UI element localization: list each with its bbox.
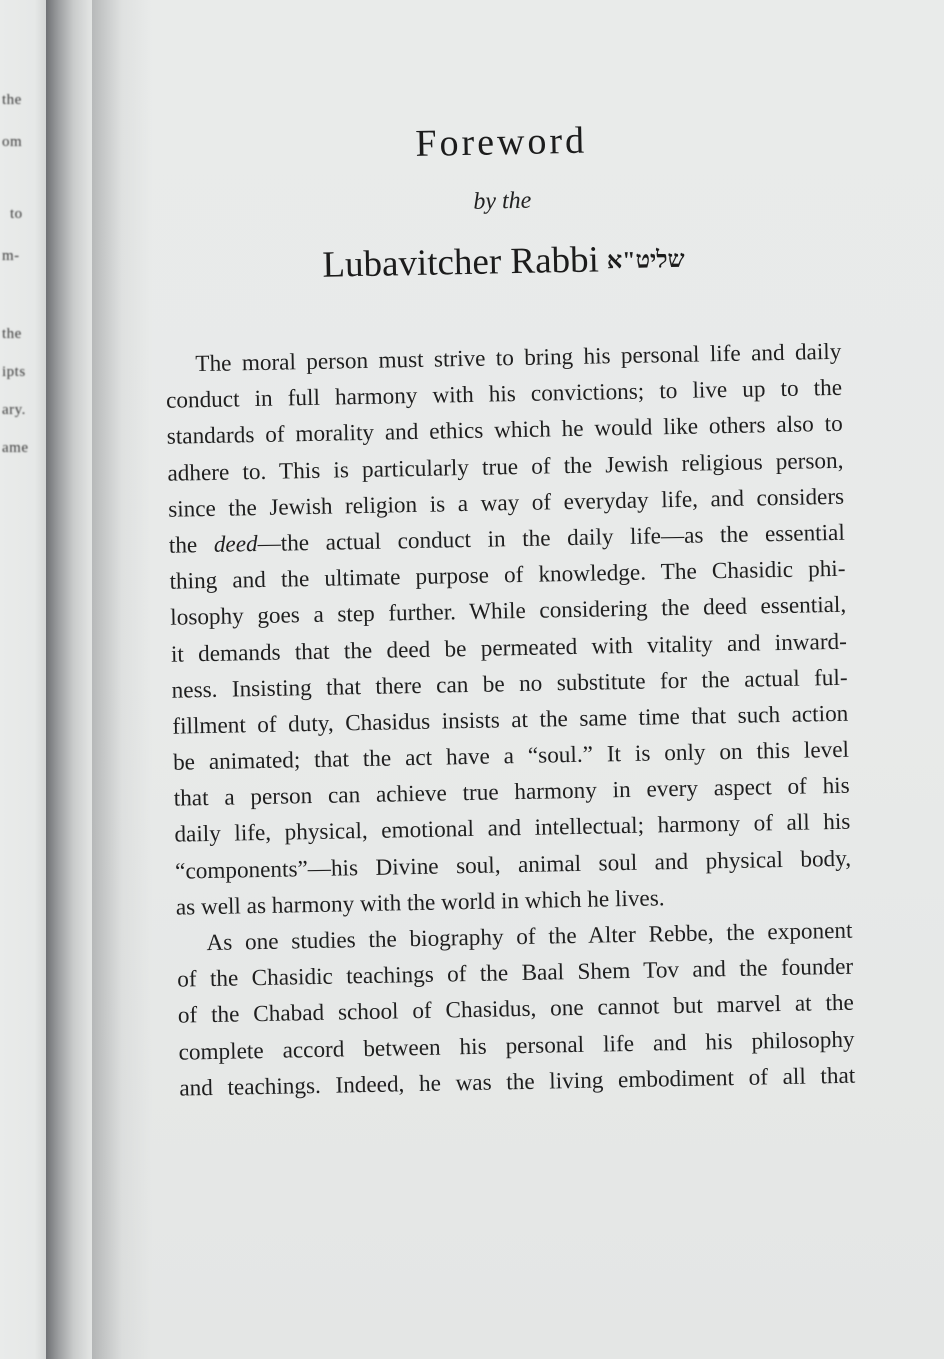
deed-italic: deed bbox=[213, 530, 258, 558]
body-line: be animated; that the act have a “soul.” It is only on this level bbox=[172, 736, 850, 776]
deed-line-before: the bbox=[168, 531, 215, 559]
body-line: adhere to. This is particularly true of the Jewish religious person, bbox=[167, 447, 844, 487]
body-line: of the Chasidic teachings of the Baal Shem Tov and the founder bbox=[176, 953, 854, 993]
body-line: standards of morality and ethics which he would like others also to bbox=[166, 411, 843, 451]
body-line: fillment of duty, Chasidus insists at the same time that such action bbox=[172, 700, 849, 740]
body-line: as well as harmony with the world in which he lives. bbox=[175, 885, 665, 921]
body-line: since the Jewish religion is a way of everyday life, and considers bbox=[167, 483, 845, 523]
foreword-body bbox=[165, 334, 855, 1107]
facing-page-fragment: ame bbox=[2, 440, 29, 456]
author-honorific: שליט"א bbox=[606, 246, 685, 275]
body-line: conduct in full harmony with his convictions; to live up to the bbox=[165, 374, 843, 414]
body-line: As one studies the biography of the Alter Rebbe, the exponent bbox=[206, 917, 853, 957]
body-line: and teachings. Indeed, he was the living embodiment of all that bbox=[179, 1062, 856, 1102]
facing-page-fragment: the bbox=[2, 326, 22, 342]
body-line: that a person can achieve true harmony in every aspect of his bbox=[173, 772, 850, 812]
body-line: losophy goes a step further. While considering the deed essential, bbox=[170, 592, 847, 632]
facing-page-fragment: om bbox=[2, 134, 23, 150]
body-line: ness. Insisting that there can be no substitute for the actual ful- bbox=[171, 664, 848, 704]
byline: by the bbox=[473, 187, 532, 215]
body-line: of the Chabad school of Chasidus, one cannot but marvel at the bbox=[177, 990, 855, 1030]
author-line bbox=[143, 233, 864, 290]
body-line: The moral person must strive to bring his personal life and daily bbox=[195, 338, 842, 378]
body-line: it demands that the deed be permeated with vitality and inward- bbox=[170, 628, 848, 668]
author-name: Lubavitcher Rabbi bbox=[322, 239, 600, 286]
facing-page-fragment: ary. bbox=[2, 402, 26, 418]
page-title: Foreword bbox=[414, 119, 588, 165]
body-line: daily life, physical, emotional and intellectual; harmony of all his bbox=[174, 809, 851, 849]
facing-page-fragment: ipts bbox=[2, 364, 26, 380]
deed-line-after: —the actual conduct in the daily life—as the essential bbox=[257, 519, 846, 557]
facing-page-fragment: the bbox=[2, 92, 22, 108]
body-line: “components”—his Divine soul, animal soul and physical body, bbox=[174, 845, 852, 885]
facing-page-fragment: to bbox=[10, 206, 23, 222]
facing-page-fragment: m- bbox=[2, 248, 20, 264]
body-line: complete accord between his personal life and his philosophy bbox=[178, 1026, 855, 1066]
body-line: thing and the ultimate purpose of knowledge. The Chasidic phi- bbox=[169, 555, 846, 595]
